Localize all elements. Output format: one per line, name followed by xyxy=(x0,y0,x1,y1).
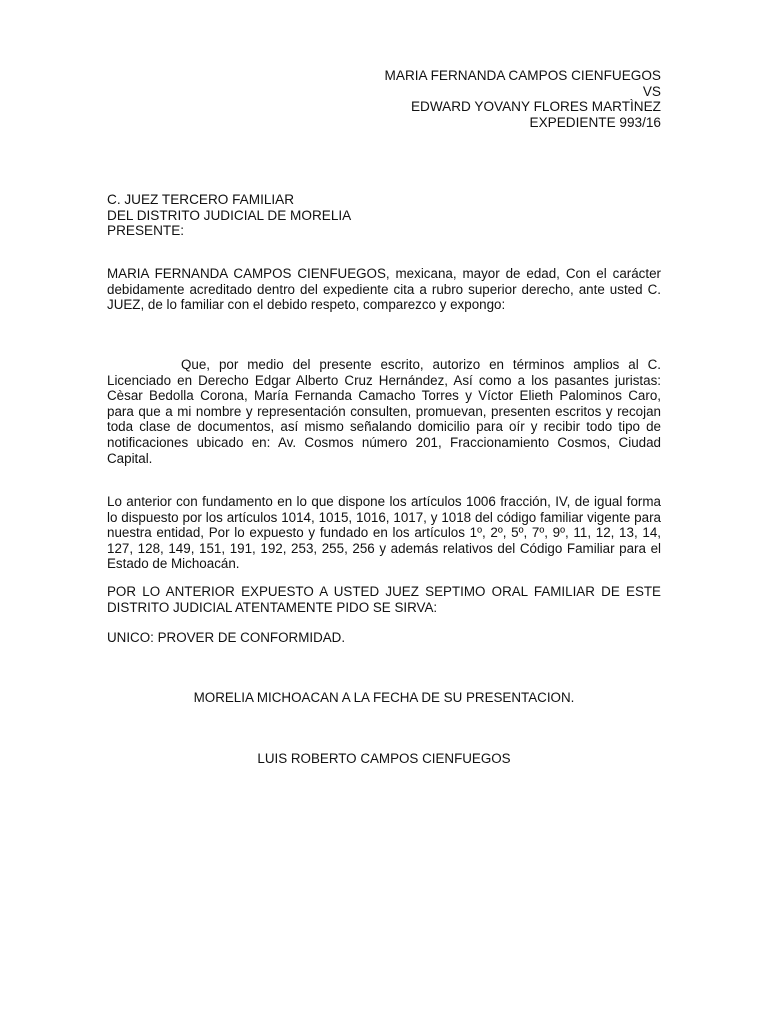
sole-petition: UNICO: PROVER DE CONFORMIDAD. xyxy=(107,630,346,645)
case-number: EXPEDIENTE 993/16 xyxy=(529,114,661,130)
authorization-lead: Que, por medio del presente escrito, xyxy=(181,357,424,372)
versus-label: VS xyxy=(642,83,661,99)
authorization-paragraph xyxy=(107,357,661,466)
addressee-line-1: C. JUEZ TERCERO FAMILIAR xyxy=(107,192,295,207)
place-date-line: MORELIA MICHOACAN A LA FECHA DE SU PRESENTACION. xyxy=(193,690,575,705)
legal-basis-paragraph: Lo anterior con fundamento en lo que dispone los artículos 1006 fracción, IV, de igual forma lo dispuesto por los artículos 1014, 1015, 1016, 1017, y 1018 del código familiar vigente para nuestra entidad, Por lo expuesto y fundado en los artículos 1º, 2º, 5º, 7º, 9º, 11, 12, 13, 14, 127, 128, 149, 151, 191, 192, 253, 255, 256 y además relativos del Código Familiar para el Estado de Michoacán. xyxy=(107,494,661,572)
plaintiff-name: MARIA FERNANDA CAMPOS CIENFUEGOS xyxy=(384,68,661,83)
addressee-block xyxy=(107,192,351,239)
intro-paragraph: MARIA FERNANDA CAMPOS CIENFUEGOS, mexicana, mayor de edad, Con el carácter debidamente acreditado dentro del expediente cita a rubro superior derecho, ante usted C. JUEZ, de lo familiar con el debido respeto, comparezco y expongo: xyxy=(107,266,661,313)
addressee-line-2: DEL DISTRITO JUDICIAL DE MORELIA xyxy=(107,207,352,223)
authorization-text: autorizo en términos amplios al C. Licenciado en Derecho Edgar Alberto Cruz Hernández, Así como a los pasantes juristas: Cèsar Bedolla Corona, María Fernanda Camacho Torres y Víctor Elieth Palominos Caro, para que a mi nombre y representación consulten, promuevan, presenten escritos y recojan toda clase de documentos, así mismo señalando domicilio para oír y recibir todo tipo de notificaciones ubicado en: Av. Cosmos número 201, Fraccionamiento Cosmos, Ciudad Capital. xyxy=(107,357,661,466)
addressee-line-3: PRESENTE: xyxy=(107,223,185,239)
defendant-name: EDWARD YOVANY FLORES MARTÌNEZ xyxy=(410,99,661,115)
case-header xyxy=(385,68,661,130)
signatory-name: LUIS ROBERTO CAMPOS CIENFUEGOS xyxy=(257,751,511,766)
request-paragraph: POR LO ANTERIOR EXPUESTO A USTED JUEZ SEPTIMO ORAL FAMILIAR DE ESTE DISTRITO JUDICIAL ATENTAMENTE PIDO SE SIRVA: xyxy=(107,584,661,615)
